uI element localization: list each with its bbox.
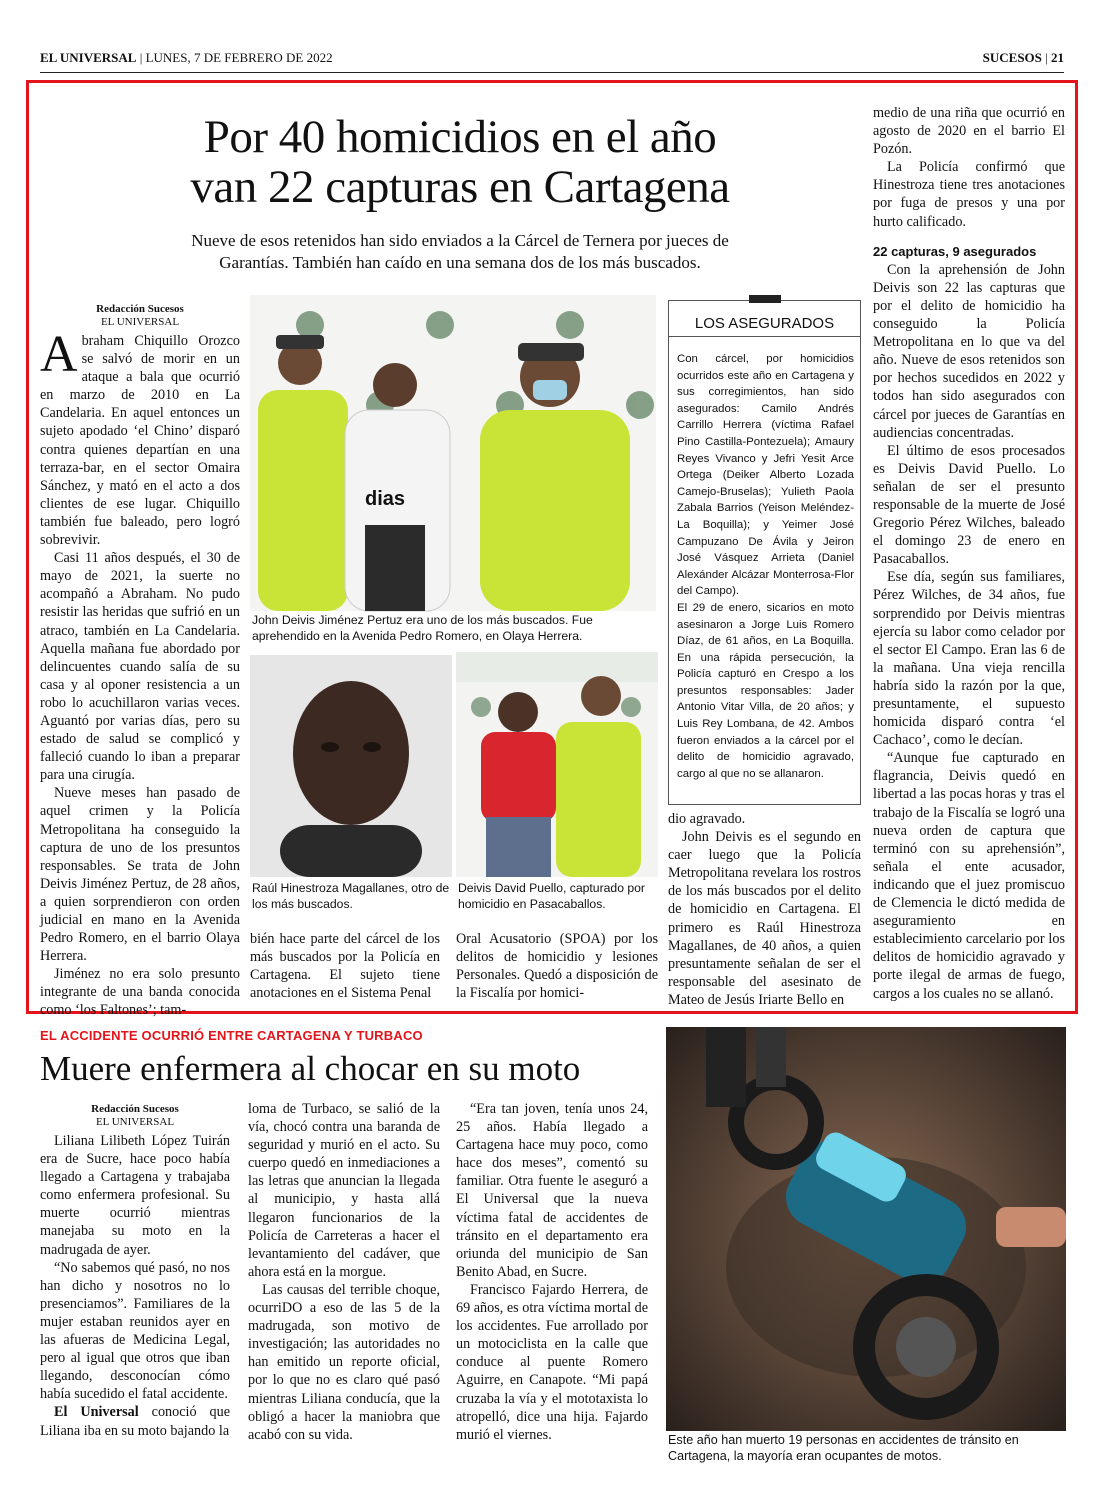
page-folio [40, 50, 1064, 74]
photo-deivis-puello [456, 652, 658, 877]
paragraph: Liliana Lilibeth López Tuirán era de Sucre, hace poco había llegado a Cartagena y trabajaba como enfermera profesional. Su muerte ocurrió mientras manejaba su moto en la madrugada de ayer. [40, 1133, 230, 1258]
paragraph: braham Chiquillo Orozco se salvó de morir en un ataque a bala que ocurrió en marzo de 2010 en La Candelaria. En aquel entonces un sujeto apodado ‘el Chino’ disparó contra quienes departían en una terraza-bar, en el sector Omaira Sánchez, y mató en el acto a dos clientes de ese lugar. Chiquillo también fue baleado, pero logró sobrevivir. [40, 333, 240, 549]
paragraph: Jiménez no era solo presunto integrante de una banda conocida como ‘los Faltones’; tam- [40, 966, 240, 1019]
drop-cap: A [40, 326, 78, 383]
byline-desk: Redacción Sucesos [91, 1103, 179, 1115]
second-story-kicker: EL ACCIDENTE OCURRIÓ ENTRE CARTAGENA Y TURBACO [40, 1028, 423, 1043]
newspaper-name: EL UNIVERSAL [40, 50, 137, 65]
main-column-4 [668, 810, 861, 1008]
main-deck [120, 230, 800, 274]
svg-text:dias: dias [365, 488, 406, 510]
main-headline [60, 112, 860, 212]
deck-line-2: Garantías. También han caído en una semana dos de los más buscados. [219, 253, 701, 272]
paragraph: La Policía confirmó que Hinestroza tiene tres anotaciones por fuga de presos y una por hurto calificado. [873, 159, 1065, 230]
paragraph: Ese día, según sus familiares, Pérez Wilches, de 34 años, fue sorprendido por Deivis mientras ejercía su labor como celador por el sector El Campo. Eran las 6 de la mañana. Una vieja rencilla habría sido la razón por la que, presuntamente, el supuesto homicida disparó contra ‘el Cachaco’, como le decían. [873, 569, 1065, 749]
paragraph: bién hace parte del cárcel de los más buscados por la Policía en Cartagena. El sujeto tiene anotaciones en el Sistema Penal [250, 931, 440, 1002]
second-byline [40, 1103, 230, 1129]
portrait-illustration [250, 655, 452, 877]
second-story-headline: Muere enfermera al chocar en su moto [40, 1049, 581, 1088]
paragraph: “No sabemos qué pasó, no nos han dicho y nosotros no lo presenciamos”. Familiares de la mujer estaban reunidos ayer en las afueras de Medicina Legal, pero al igual que otros que iban llegando, desconocían cómo había sucedido el fatal accidente. [40, 1259, 230, 1403]
bold-run: El Universal [54, 1404, 139, 1421]
main-column-1 [40, 326, 240, 1019]
paragraph: Las causas del terrible choque, ocurriDO a eso de las 5 de la madrugada, son motivo de investigación; las autoridades no han emitido un reporte oficial, por lo que no es claro qué pasó mientras Liliana conducía, que la obligó a hacer la maniobra que acabó con su vida. [248, 1281, 440, 1443]
photo-motorcycle-accident [666, 1027, 1066, 1431]
deck-line-1: Nueve de esos retenidos han sido enviados a la Cárcel de Ternera por jueces de [191, 231, 729, 250]
headline-line-1: Por 40 homicidios en el año [203, 111, 717, 163]
caption-raul: Raúl Hinestroza Magallanes, otro de los más buscados. [252, 881, 450, 911]
photo-john-deivis-capture [250, 295, 656, 611]
paragraph: Nueve meses han pasado de aquel crimen y la Policía Metropolitana ha conseguido la captura de uno de los presuntos responsables. Se trata de John Deivis Jiménez Pertuz, de 28 años, a quien sorprendieron con orden judicial en mano en la Avenida Pedro Romero, en el barrio Olaya Herrera. [40, 785, 240, 965]
byline-paper: EL UNIVERSAL [95, 1116, 175, 1128]
folio-rule [40, 72, 1064, 73]
paragraph: dio agravado. [668, 811, 746, 827]
main-column-3-bottom [456, 930, 658, 1002]
paragraph: El último de esos procesados es Deivis David Puello. Lo señalan de ser el presunto responsable de la muerte de José Gregorio Pérez Wilches, baleado el domingo 23 de enero en Pasacaballos. [873, 442, 1065, 568]
main-column-5 [873, 104, 1065, 1001]
subhead: 22 capturas, 9 asegurados [873, 243, 1037, 259]
folio-left: EL UNIVERSAL | LUNES, 7 DE FEBRERO DE 2022 [40, 50, 333, 65]
box-title: LOS ASEGURADOS [669, 315, 860, 337]
paragraph: medio de una riña que ocurrió en agosto de 2020 en el barrio El Pozón. [873, 105, 1065, 158]
paragraph: Francisco Fajardo Herrera, de 69 años, es otra víctima mortal de los accidentes. Fue arrollado por un motociclista en la calle que conduce al puente Romero Aguirre, en Canapote. “Mi papá cruzaba la vía y el mototaxista lo atropelló, dice una hija. Fajardo murió el viernes. [456, 1281, 648, 1443]
paragraph: John Deivis es el segundo en caer luego que la Policía Metropolitana revelara los rostros de los más buscados por el delito de homicidio en Cartagena. El primero es Raúl Hinestroza Magallanes, de 40 años, a quien presuntamente señalan de ser el responsable del asesinato de Mateo de Jesús Iriarte Bello en [668, 829, 861, 1008]
paragraph: El 29 de enero, sicarios en moto asesinaron a Jorge Luis Romero Díaz, de 61 años, en La Boquilla. En una rápida persecución, la Policía capturó en Crespo a los presuntos responsables: Jader Antonio Vitar Villa, de 20 años; y Luis Rey Lombana, de 42. Ambos fueron enviados a la cárcel por el delito de homicidio agravado, cargo al que no se allanaron. [677, 601, 854, 780]
byline-paper: EL UNIVERSAL [100, 316, 180, 328]
paragraph: “Aunque fue capturado en flagrancia, Deivis quedó en libertad a las pocas horas y tras el trabajo de la Fiscalía se logró una nueva orden de captura que terminó con su aprehensión”, señala el ente acusador, indicando que el juez promiscuo de Clemencia le dictó medida de aseguramiento en establecimiento carcelario por los delitos de homicidio agravado y porte ilegal de armas de fuego, cargos a los cuales no se allanó. [873, 750, 1065, 1002]
box-body [677, 351, 854, 782]
issue-date: LUNES, 7 DE FEBRERO DE 2022 [145, 50, 333, 65]
main-column-2-bottom [250, 930, 440, 1002]
second-column-2 [248, 1100, 440, 1472]
folio-right: SUCESOS | 21 [982, 50, 1064, 65]
sidebar-box-asegurados [668, 300, 861, 805]
caption-john-deivis: John Deivis Jiménez Pertuz era uno de los más buscados. Fue aprehendido en la Avenida Pedro Romero, en Olaya Herrera. [252, 613, 593, 643]
page-number: 21 [1051, 50, 1064, 65]
photo-illustration [250, 295, 656, 611]
byline-desk: Redacción Sucesos [96, 303, 184, 315]
paragraph: loma de Turbaco, se salió de la vía, chocó contra una baranda de seguridad y murió en el acto. Su cuerpo quedó en inmediaciones a las letras que anuncian la llegada al municipio, y hasta allá llegaron funcionarios de la Policía de Carreteras a hacer el levantamiento del cadáver, que ahora está en la morgue. [248, 1101, 440, 1280]
second-column-1 [40, 1132, 230, 1472]
headline-line-2: van 22 capturas en Cartagena [190, 161, 730, 213]
paragraph: Oral Acusatorio (SPOA) por los delitos de homicidio y lesiones Personales. Quedó a disposición de la Fiscalía por homici- [456, 931, 658, 1002]
photo-illustration [456, 652, 658, 877]
box-tab [749, 295, 781, 303]
paragraph: “Era tan joven, tenía unos 24, 25 años. Había llegado a Cartagena hace muy poco, como hace dos meses”, comentó su familiar. Otra fuente le aseguró a El Universal que la nueva víctima fatal de accidentes de tránsito en el departamento era oriunda del municipio de San Benito Abad, en Sucre. [456, 1101, 648, 1280]
photo-raul-hinestroza [250, 655, 452, 877]
caption-deivis-puello: Deivis David Puello, capturado por homicidio en Pasacaballos. [458, 881, 645, 911]
text-run: conoció que Liliana iba en su moto bajando la [40, 1404, 230, 1439]
section-name: SUCESOS [982, 50, 1042, 65]
second-column-3 [456, 1100, 648, 1472]
paragraph: Con cárcel, por homicidios ocurridos este año en Cartagena y sus corregimientos, han sido asegurados: Camilo Andrés Carrillo Herrera (víctima Rafael Pino Castilla-Pontezuela); Amaury Reyes Vivanco y Jefri Yesit Arce Ortega (Deiker Alberto Lozada Camejo-Bruselas); Yulieth Paola Zabala Barrios (Yeison Meléndez-La Boquilla); y Yeimer José Campuzano De Ávila y Jeiron José Vásquez Arrieta (Daniel Alexánder Alcázar Monterrosa-Flor del Campo). [677, 353, 854, 598]
caption-accident: Este año han muerto 19 personas en accidentes de tránsito en Cartagena, la mayoría eran ocupantes de motos. [668, 1433, 1019, 1463]
photo-illustration [666, 1027, 1066, 1431]
paragraph: Casi 11 años después, el 30 de mayo de 2021, la suerte no acompañó a Abraham. No pudo resistir las heridas que sufrió en un atraco, también en La Candelaria. Aquella mañana fue abordado por delincuentes cuando salía de su casa y al oponer resistencia a un robo lo acuchillaron varias veces. Aguantó por varias días, pero su estado de salud se complicó y falleció cuando lo iban a preparar para una cirugía. [40, 550, 240, 784]
paragraph: Con la aprehensión de John Deivis son 22 las capturas que por el delito de homicidio ha conseguido la Policía Metropolitana en lo que va del año. Nueve de esos retenidos son por hechos sucedidos en 2022 y todos han sido asegurados con cárcel por jueces de Garantías en audiencias concentradas. [873, 261, 1065, 441]
